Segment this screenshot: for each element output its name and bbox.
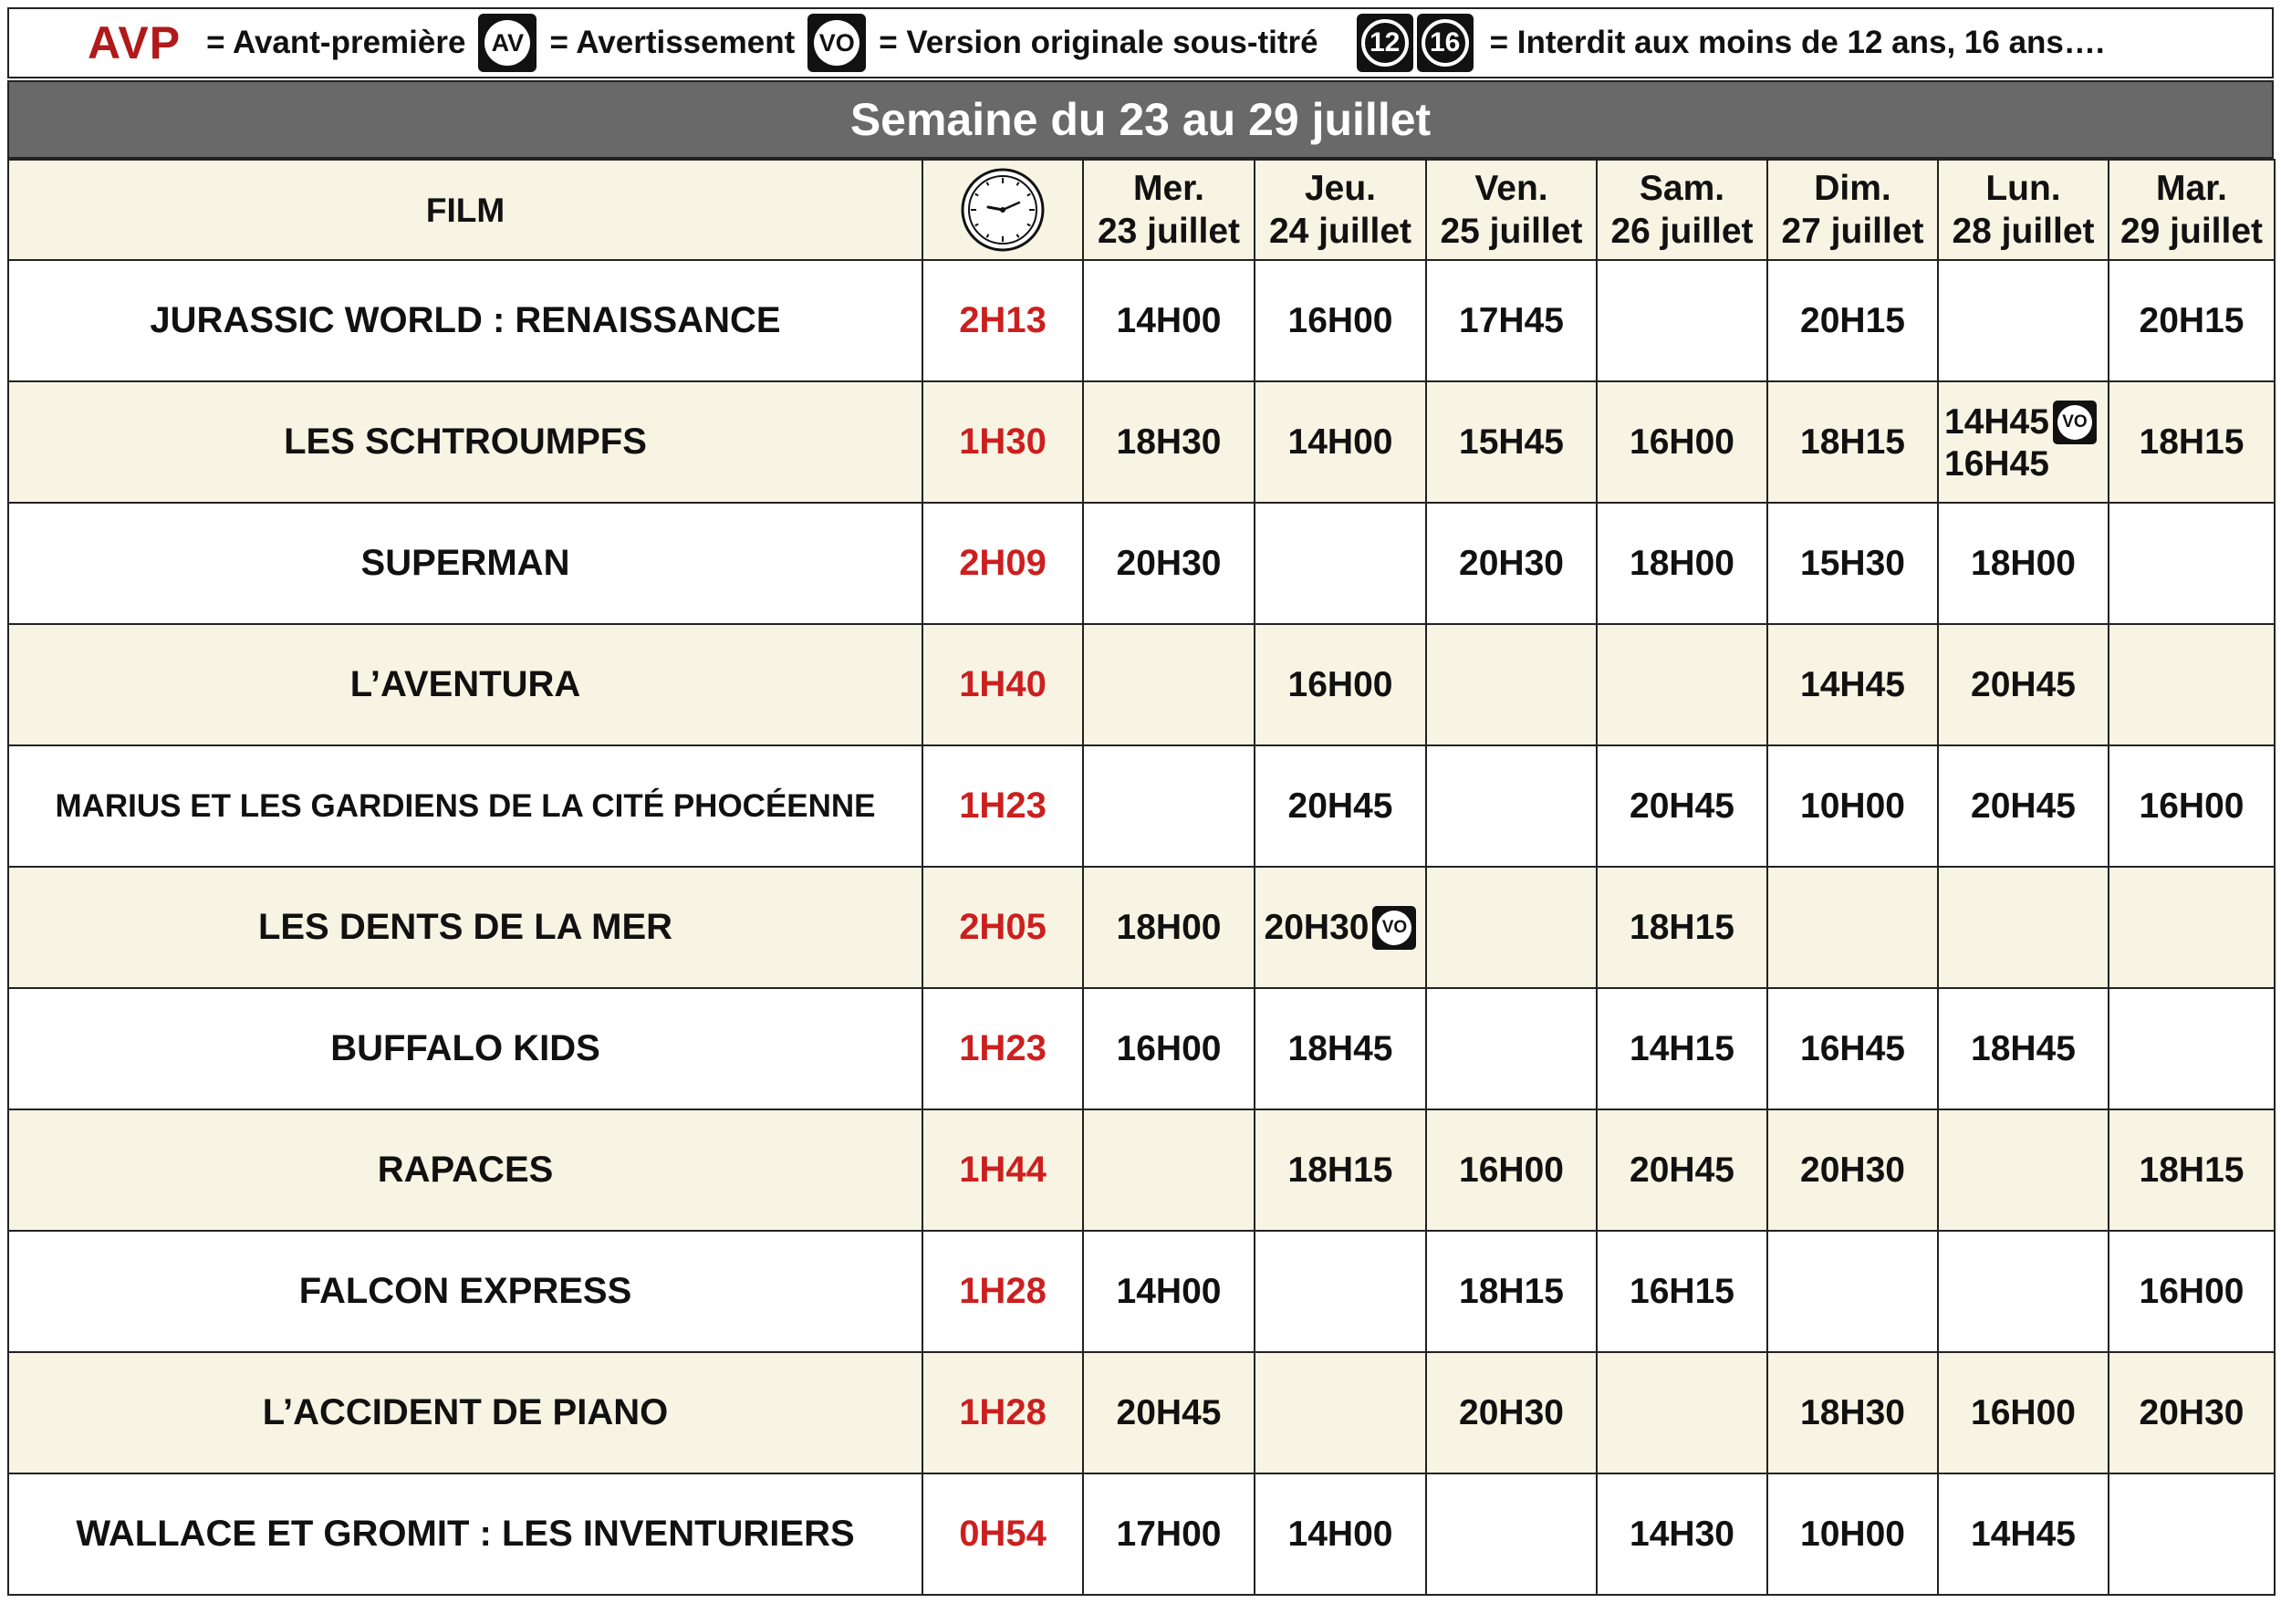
showtime: 20H30 — [1116, 543, 1222, 583]
age-12-icon: 12 — [1357, 14, 1413, 72]
showtime: 16H00 — [2139, 1271, 2245, 1311]
showtime: 18H15 — [2139, 422, 2245, 462]
showtime-cell — [1426, 867, 1597, 988]
day-name: Mer. — [1132, 169, 1205, 208]
showtime-cell — [1083, 503, 1255, 624]
day-date: 23 juillet — [1097, 212, 1241, 251]
day-date: 26 juillet — [1610, 212, 1754, 251]
showtime-cell — [1597, 867, 1767, 988]
showtime-cell — [1597, 1109, 1767, 1231]
showtime: 20H15 — [1800, 300, 1905, 340]
showtime: 16H00 — [1287, 664, 1393, 704]
showtime-cell — [1255, 503, 1426, 624]
day-date: 25 juillet — [1440, 212, 1583, 251]
showtime: 17H00 — [1116, 1514, 1222, 1554]
showtime: 17H45 — [1459, 300, 1564, 340]
showtime-cell — [1938, 260, 2109, 381]
day-header — [1083, 160, 1255, 260]
showtime-cell — [1597, 988, 1767, 1109]
showtime: 14H45 — [1800, 664, 1905, 704]
showtime-cell — [2109, 1352, 2275, 1473]
film-duration: 2H05 — [922, 867, 1083, 988]
day-header — [1255, 160, 1426, 260]
showtime: 16H00 — [1971, 1392, 2076, 1432]
showtime-cell — [1597, 1231, 1767, 1352]
showtime: 14H45 — [1944, 401, 2049, 442]
showtime-cell — [1255, 260, 1426, 381]
day-name: Sam. — [1639, 169, 1725, 208]
showtime-cell — [1938, 1352, 2109, 1473]
showtime: 18H15 — [1800, 422, 1905, 462]
showtime-cell — [1083, 867, 1255, 988]
showtime-cell — [1255, 745, 1426, 867]
showtime: 10H00 — [1800, 1514, 1905, 1554]
showtime-cell — [1426, 381, 1597, 503]
showtime-cell — [1083, 1231, 1255, 1352]
showtime-cell — [1767, 1473, 1938, 1595]
clock-icon — [959, 166, 1047, 254]
film-duration: 2H13 — [922, 260, 1083, 381]
film-title: FALCON EXPRESS — [8, 1231, 922, 1352]
showtime: 15H30 — [1800, 543, 1905, 583]
showtime-cell — [2109, 867, 2275, 988]
showtime: 18H15 — [1287, 1150, 1393, 1190]
age-legend-text: = Interdit aux moins de 12 ans, 16 ans…. — [1489, 25, 2105, 60]
av-legend-text: = Avertissement — [549, 25, 796, 60]
week-title: Semaine du 23 au 29 juillet — [7, 80, 2274, 159]
showtime: 16H00 — [1116, 1028, 1222, 1068]
showtime-cell — [1083, 988, 1255, 1109]
day-date: 27 juillet — [1781, 212, 1924, 251]
showtime-cell — [1426, 1473, 1597, 1595]
showtime-cell — [2109, 624, 2275, 745]
vo-legend-text: = Version originale sous-titré — [879, 25, 1318, 60]
showtime-cell — [2109, 988, 2275, 1109]
vo-badge-icon: VO — [1372, 906, 1416, 950]
day-header — [1938, 160, 2109, 260]
day-name: Ven. — [1474, 169, 1548, 208]
day-date: 24 juillet — [1268, 212, 1412, 251]
film-title: L’AVENTURA — [8, 624, 922, 745]
duration-column-header — [922, 160, 1083, 260]
film-title: LES DENTS DE LA MER — [8, 867, 922, 988]
showtime-cell — [1426, 1352, 1597, 1473]
showtime-cell — [1426, 260, 1597, 381]
film-title: MARIUS ET LES GARDIENS DE LA CITÉ PHOCÉENNE — [8, 745, 922, 867]
showtime: 18H00 — [1630, 543, 1734, 583]
showtime: 18H30 — [1800, 1392, 1905, 1432]
showtime: 14H00 — [1287, 1514, 1393, 1554]
showtime-cell — [1938, 381, 2109, 503]
showtime: 18H15 — [1630, 907, 1734, 947]
showtime-cell — [1255, 381, 1426, 503]
film-duration: 1H44 — [922, 1109, 1083, 1231]
showtime: 20H30 — [1800, 1150, 1905, 1190]
age-16-icon: 16 — [1417, 14, 1474, 72]
day-name: Lun. — [1985, 169, 2061, 208]
day-date: 28 juillet — [1952, 212, 2095, 251]
day-name: Dim. — [1814, 169, 1891, 208]
table-row — [8, 867, 2275, 988]
showtime: 16H00 — [1459, 1150, 1564, 1190]
showtime: 20H15 — [2139, 300, 2245, 340]
showtime: 18H45 — [1287, 1028, 1393, 1068]
showtime-cell — [2109, 745, 2275, 867]
showtime-cell — [1597, 503, 1767, 624]
showtime-cell — [1255, 1352, 1426, 1473]
showtime: 18H15 — [2139, 1150, 2245, 1190]
showtime-cell — [1083, 624, 1255, 745]
showtime-cell — [1255, 1231, 1426, 1352]
film-duration: 1H28 — [922, 1231, 1083, 1352]
film-column-header: FILM — [8, 160, 922, 260]
showtime: 20H45 — [1971, 786, 2076, 826]
showtime-cell — [1255, 1473, 1426, 1595]
table-row — [8, 988, 2275, 1109]
avp-legend-text: = Avant-première — [206, 25, 466, 60]
showtime-cell — [1938, 867, 2109, 988]
day-header — [2109, 160, 2275, 260]
showtime-cell — [1255, 624, 1426, 745]
film-duration: 1H30 — [922, 381, 1083, 503]
film-title: WALLACE ET GROMIT : LES INVENTURIERS — [8, 1473, 922, 1595]
showtime: 20H45 — [1630, 1150, 1734, 1190]
showtime: 20H45 — [1971, 664, 2076, 704]
showtime: 18H30 — [1116, 422, 1222, 462]
showtime-cell — [1938, 1109, 2109, 1231]
showtime-cell — [1767, 1352, 1938, 1473]
showtime-cell — [1938, 988, 2109, 1109]
showtime: 14H30 — [1630, 1514, 1734, 1554]
showtime-cell — [1426, 988, 1597, 1109]
film-title: LES SCHTROUMPFS — [8, 381, 922, 503]
showtime-cell — [2109, 1109, 2275, 1231]
showtime-cell — [1426, 624, 1597, 745]
showtime-cell — [1767, 624, 1938, 745]
showtime-cell — [1255, 867, 1426, 988]
vo-badge-icon: VO — [807, 14, 866, 72]
showtime-cell — [1255, 988, 1426, 1109]
showtime-cell — [1426, 745, 1597, 867]
showtime-cell — [2109, 260, 2275, 381]
showtime: 20H30 — [1459, 1392, 1564, 1432]
legend-bar — [7, 7, 2274, 78]
film-title: JURASSIC WORLD : RENAISSANCE — [8, 260, 922, 381]
table-row — [8, 1109, 2275, 1231]
showtime-cell — [1083, 260, 1255, 381]
showtime: 14H15 — [1630, 1028, 1734, 1068]
showtime-cell — [1597, 745, 1767, 867]
showtime: 16H00 — [1630, 422, 1734, 462]
table-row — [8, 1231, 2275, 1352]
showtime-cell — [1083, 745, 1255, 867]
showtime-cell — [1938, 1473, 2109, 1595]
showtime: 16H45 — [1944, 443, 2049, 484]
showtime: 18H45 — [1971, 1028, 2076, 1068]
showtime-cell — [1083, 1109, 1255, 1231]
showtime: 14H00 — [1116, 300, 1222, 340]
showtime: 14H45 — [1971, 1514, 2076, 1554]
day-header — [1767, 160, 1938, 260]
showtime: 18H00 — [1971, 543, 2076, 583]
showtime: 16H00 — [2139, 786, 2245, 826]
showtime-cell — [1426, 1109, 1597, 1231]
showtime: 20H45 — [1630, 786, 1734, 826]
film-title: SUPERMAN — [8, 503, 922, 624]
showtime: 10H00 — [1800, 786, 1905, 826]
film-duration: 1H23 — [922, 745, 1083, 867]
showtime: 15H45 — [1459, 422, 1564, 462]
film-duration: 2H09 — [922, 503, 1083, 624]
showtime-cell — [2109, 503, 2275, 624]
table-row — [8, 503, 2275, 624]
showtime-cell — [2109, 1231, 2275, 1352]
showtime-cell — [1767, 867, 1938, 988]
showtime-cell — [1255, 1109, 1426, 1231]
showtime: 14H00 — [1116, 1271, 1222, 1311]
showtime-cell — [1767, 1109, 1938, 1231]
showtime-cell — [1083, 1352, 1255, 1473]
showtime-cell — [2109, 1473, 2275, 1595]
showtime-cell — [1938, 745, 2109, 867]
av-badge-icon: AV — [478, 14, 536, 72]
showtime-cell — [1597, 381, 1767, 503]
table-row — [8, 624, 2275, 745]
showtime-cell — [1083, 1473, 1255, 1595]
showtime-cell — [2109, 381, 2275, 503]
showtime: 16H45 — [1800, 1028, 1905, 1068]
showtime-cell — [1083, 381, 1255, 503]
showtime: 20H45 — [1116, 1392, 1222, 1432]
showtime-cell — [1767, 503, 1938, 624]
film-title: BUFFALO KIDS — [8, 988, 922, 1109]
showtime: 20H30 — [1459, 543, 1564, 583]
showtime-cell — [1597, 260, 1767, 381]
showtime: 16H00 — [1287, 300, 1393, 340]
showtime-cell — [1938, 624, 2109, 745]
avp-label: AVP — [88, 17, 182, 68]
day-header — [1426, 160, 1597, 260]
showtime: 18H15 — [1459, 1271, 1564, 1311]
header-row — [8, 160, 2275, 260]
showtime-cell — [1597, 1352, 1767, 1473]
showtime: 20H30 — [1264, 907, 1370, 947]
showtime-cell — [1767, 988, 1938, 1109]
showtime-cell — [1426, 1231, 1597, 1352]
table-row — [8, 1473, 2275, 1595]
showtime: 20H45 — [1287, 786, 1393, 826]
table-row — [8, 1352, 2275, 1473]
table-row — [8, 260, 2275, 381]
showtime: 14H00 — [1287, 422, 1393, 462]
film-duration: 1H23 — [922, 988, 1083, 1109]
film-title: L’ACCIDENT DE PIANO — [8, 1352, 922, 1473]
film-duration: 1H40 — [922, 624, 1083, 745]
film-duration: 1H28 — [922, 1352, 1083, 1473]
showtime: 18H00 — [1116, 907, 1222, 947]
table-row — [8, 745, 2275, 867]
table-row — [8, 381, 2275, 503]
day-name: Mar. — [2155, 169, 2228, 208]
showtime-cell — [1426, 503, 1597, 624]
showtime: 16H15 — [1630, 1271, 1734, 1311]
day-name: Jeu. — [1304, 169, 1377, 208]
showtime-cell — [1767, 1231, 1938, 1352]
day-date: 29 juillet — [2120, 212, 2264, 251]
showtime-cell — [1597, 1473, 1767, 1595]
schedule-table — [7, 159, 2276, 1596]
showtime-cell — [1767, 381, 1938, 503]
film-title: RAPACES — [8, 1109, 922, 1231]
showtime-cell — [1938, 1231, 2109, 1352]
day-header — [1597, 160, 1767, 260]
showtime-cell — [1938, 503, 2109, 624]
film-duration: 0H54 — [922, 1473, 1083, 1595]
showtime-cell — [1767, 745, 1938, 867]
showtime-cell — [1767, 260, 1938, 381]
showtime: 20H30 — [2139, 1392, 2245, 1432]
showtime-cell — [1597, 624, 1767, 745]
vo-badge-icon: VO — [2053, 401, 2097, 444]
